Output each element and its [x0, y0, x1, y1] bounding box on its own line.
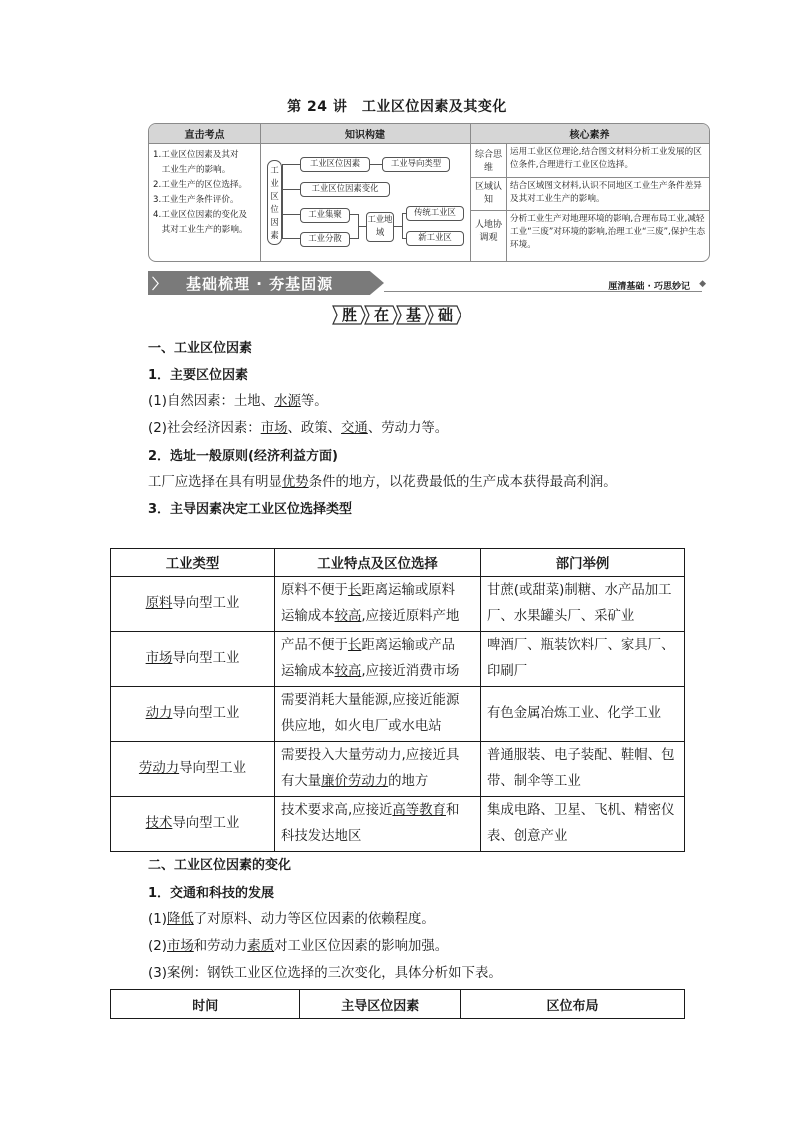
header-kaodian: 直击考点 [184, 130, 225, 141]
banner-slogan: 厘清基础 · 巧思妙记 [608, 282, 690, 292]
sub-banner [331, 304, 461, 326]
section-heading: 一、工业区位因素 [148, 341, 253, 356]
paragraph: (2)社会经济因素：市场、政策、交通、劳动力等。 [148, 421, 449, 436]
table-row: 劳动力导向型工业 需要投入大量劳动力,应接近具 有大量廉价劳动力的地方 普通服装、电子装配、鞋帽、包带、制伞等工业 [111, 742, 685, 797]
subheading: 1．交通和科技的发展 [148, 886, 275, 901]
map-node-jiju: 工业集聚 [300, 208, 350, 223]
header-zhishi: 知识构建 [345, 130, 385, 141]
map-node-chuantong: 传统工业区 [406, 206, 464, 221]
map-node-bianhua: 工业区位因素变化 [300, 182, 390, 197]
suyang-label: 综合思维 [474, 150, 502, 173]
paragraph: (1)自然因素：土地、水源等。 [148, 394, 328, 409]
table-header: 主导区位因素 [300, 990, 461, 1019]
map-root: 工业区位因素 [267, 160, 282, 245]
sub-banner-char: 在 [374, 306, 390, 324]
diamond-icon: ◆ [699, 279, 706, 289]
suyang-label: 人地协调观 [474, 220, 502, 243]
page-title: 第 24 讲 工业区位因素及其变化 [287, 99, 507, 115]
subheading: 2．选址一般原则(经济利益方面) [148, 449, 338, 464]
paragraph: 工厂应选择在具有明显优势条件的地方，以花费最低的生产成本获得最高利润。 [148, 475, 617, 490]
kaodian-line: 3.工业生产条件评价。 [153, 195, 239, 205]
kaodian-line: 2.工业生产的区位选择。 [153, 180, 248, 190]
chevron-right-icon: 〉 [152, 277, 166, 293]
section-banner [148, 271, 708, 295]
subheading: 1．主要区位因素 [148, 368, 249, 383]
header-suyang: 核心素养 [569, 130, 610, 141]
map-node-diyu: 工业地域 [366, 212, 394, 242]
suyang-text: 分析工业生产对地理环境的影响,合理布局工业,减轻工业“三废”对环境的影响,治理工业“三废”,保护生态环境。 [510, 214, 706, 250]
kaodian-line: 4.工业区位因素的变化及 [153, 210, 248, 220]
sub-banner-char: 基 [406, 306, 422, 324]
table-header: 部门举例 [481, 549, 685, 577]
overview-header [149, 124, 709, 144]
table-row: 市场导向型工业 产品不便于长距离运输或产品 运输成本较高,应接近消费市场 啤酒厂、瓶装饮料厂、家具厂、印刷厂 [111, 632, 685, 687]
table-row: 原料导向型工业 原料不便于长距离运输或原料 运输成本较高,应接近原料产地 甘蔗(或甜菜)制糖、水产品加工厂、水果罐头厂、采矿业 [111, 577, 685, 632]
subheading: 3．主导因素决定工业区位选择类型 [148, 502, 353, 517]
paragraph: (2)市场和劳动力素质对工业区位因素的影响加强。 [148, 939, 449, 954]
section-heading: 二、工业区位因素的变化 [148, 858, 292, 873]
paragraph: (3)案例：钢铁工业区位选择的三次变化，具体分析如下表。 [148, 966, 502, 981]
industry-type-table [110, 548, 685, 852]
table-row: 技术导向型工业 技术要求高,应接近高等教育和 科技发达地区 集成电路、卫星、飞机、精密仪表、创意产业 [111, 797, 685, 852]
map-node-fensan: 工业分散 [300, 232, 350, 247]
map-node-daoxiang: 工业导向类型 [382, 157, 450, 172]
suyang-label: 区域认知 [474, 182, 502, 205]
table-row: 动力导向型工业 需要消耗大量能源,应接近能源 供应地，如火电厂或水电站 有色金属冶炼工业、化学工业 [111, 687, 685, 742]
map-node-quwei: 工业区位因素 [300, 157, 370, 172]
paragraph: (1)降低了对原料、动力等区位因素的依赖程度。 [148, 912, 435, 927]
suyang-text: 结合区域图文材料,认识不同地区工业生产条件差异及其对工业生产的影响。 [510, 181, 702, 204]
kaodian-list [153, 148, 257, 238]
table-header: 工业特点及区位选择 [275, 549, 481, 577]
kaodian-line: 工业生产的影响。 [153, 165, 231, 175]
suyang-text: 运用工业区位理论,结合图文材料分析工业发展的区位条件,合理进行工业区位选择。 [510, 147, 702, 170]
sub-banner-char: 础 [438, 306, 454, 324]
banner-title: 基础梳理 · 夯基固源 [186, 275, 334, 293]
overview-table [148, 123, 710, 262]
table-header: 工业类型 [111, 549, 275, 577]
map-node-xingongye: 新工业区 [406, 231, 464, 246]
kaodian-line: 1.工业区位因素及其对 [153, 150, 239, 160]
steel-industry-table [110, 989, 685, 1019]
kaodian-line: 其对工业生产的影响。 [153, 225, 248, 235]
table-header: 区位布局 [461, 990, 685, 1019]
table-header: 时间 [111, 990, 300, 1019]
sub-banner-char: 胜 [342, 306, 358, 324]
